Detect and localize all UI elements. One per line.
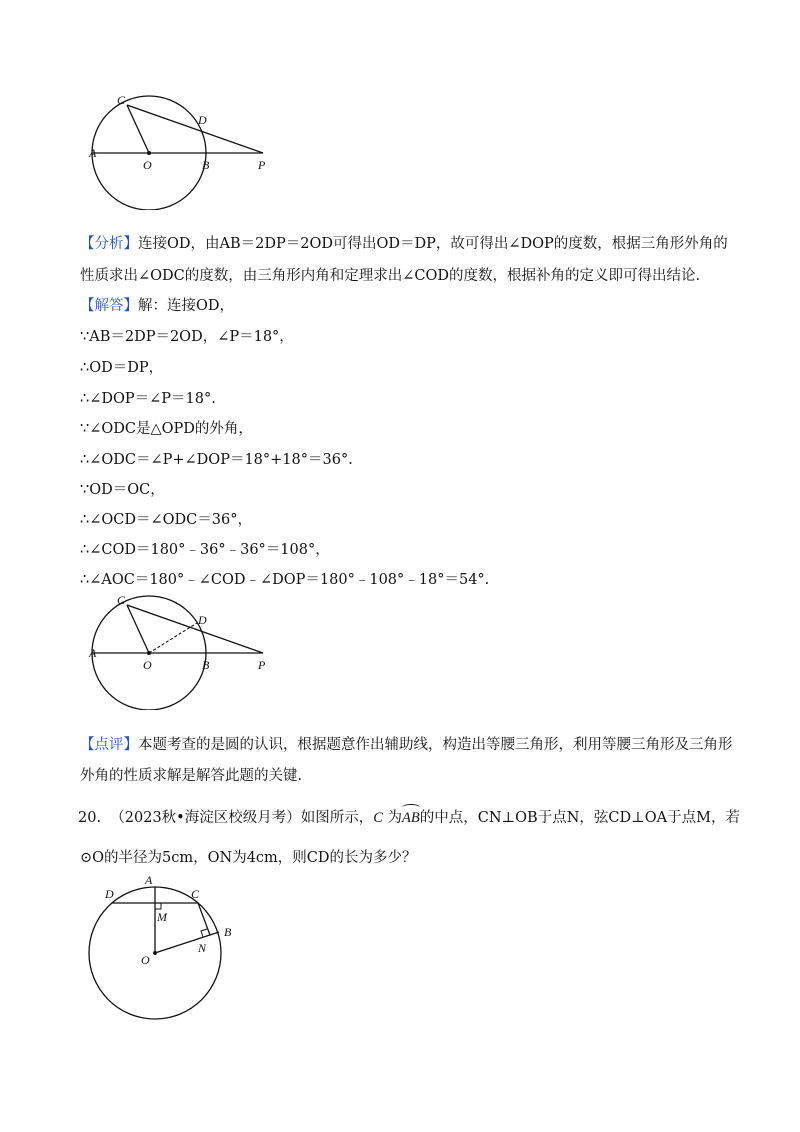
- label-P: P: [258, 158, 266, 172]
- answer-tag: 【解答】: [80, 298, 138, 314]
- question-line-1: [78, 808, 738, 828]
- label-M: M: [157, 910, 167, 924]
- label-A: A: [89, 146, 97, 160]
- analysis-line-1: [80, 234, 740, 254]
- figure-3-circle-diagram: [85, 870, 245, 1030]
- analysis-text-1: 连接OD，由AB＝2DP＝2OD可得出OD＝DP，故可得出∠DOP的度数，根据三角形外角的: [138, 236, 728, 252]
- answer-step-2: ∴OD＝DP，: [80, 360, 164, 376]
- is-label: 为: [387, 810, 403, 826]
- answer-step-5: ∴∠ODC＝∠P+∠DOP＝18°+18°＝36°.: [80, 452, 353, 468]
- label-C: C: [117, 93, 126, 107]
- answer-step-1: ∵AB＝2DP＝2OD，∠P＝18°，: [80, 329, 294, 345]
- figure-2-circle-diagram: [85, 590, 285, 710]
- question-number: 20.: [78, 810, 102, 826]
- answer-line-intro: [80, 296, 740, 316]
- analysis-tag: 【分析】: [80, 236, 138, 252]
- answer-step-8: ∴∠COD＝180°﹣36°﹣36°＝108°，: [80, 542, 330, 558]
- label-P: P: [258, 658, 266, 672]
- answer-step-4: ∵∠ODC是△OPD的外角，: [80, 421, 253, 437]
- answer-step-6: ∵OD＝OC，: [80, 482, 165, 498]
- comment-line-2: 外角的性质求解是解答此题的关键.: [80, 768, 303, 784]
- label-O: O: [141, 953, 150, 967]
- point-C-label: C: [373, 810, 383, 826]
- answer-intro: 解：连接OD，: [138, 298, 235, 314]
- comment-line-1: [80, 735, 740, 755]
- analysis-line-2: 性质求出∠ODC的度数，由三角形内角和定理求出∠COD的度数，根据补角的定义即可得出结论.: [80, 268, 701, 284]
- answer-step-3: ∴∠DOP＝∠P＝18°.: [80, 391, 216, 407]
- question-line-2: ⊙O的半径为5cm，ON为4cm，则CD的长为多少？: [80, 850, 417, 866]
- label-D: D: [198, 613, 207, 627]
- question-text-1: 的中点，CN⊥OB于点N，弦CD⊥OA于点M，若: [419, 810, 740, 826]
- label-A: A: [89, 646, 97, 660]
- figure-1-circle-diagram: [85, 90, 285, 210]
- answer-step-7: ∴∠OCD＝∠ODC＝36°，: [80, 512, 252, 528]
- label-A: A: [145, 873, 153, 887]
- label-D: D: [198, 113, 207, 127]
- answer-step-9: ∴∠AOC＝180°﹣∠COD﹣∠DOP＝180°﹣108°﹣18°＝54°.: [80, 572, 490, 588]
- label-O: O: [143, 158, 152, 172]
- label-B: B: [202, 658, 210, 672]
- comment-text-1: 本题考查的是圆的认识，根据题意作出辅助线，构造出等腰三角形，利用等腰三角形及三角形: [138, 737, 733, 753]
- label-O: O: [143, 658, 152, 672]
- label-C: C: [191, 887, 200, 901]
- label-C: C: [117, 593, 126, 607]
- question-source: （2023秋•海淀区校级月考）如图所示，: [110, 810, 374, 826]
- label-N: N: [198, 941, 207, 955]
- label-B: B: [202, 158, 210, 172]
- arc-AB: AB: [402, 810, 420, 826]
- label-B: B: [224, 925, 232, 939]
- label-D: D: [105, 887, 114, 901]
- comment-tag: 【点评】: [80, 737, 138, 753]
